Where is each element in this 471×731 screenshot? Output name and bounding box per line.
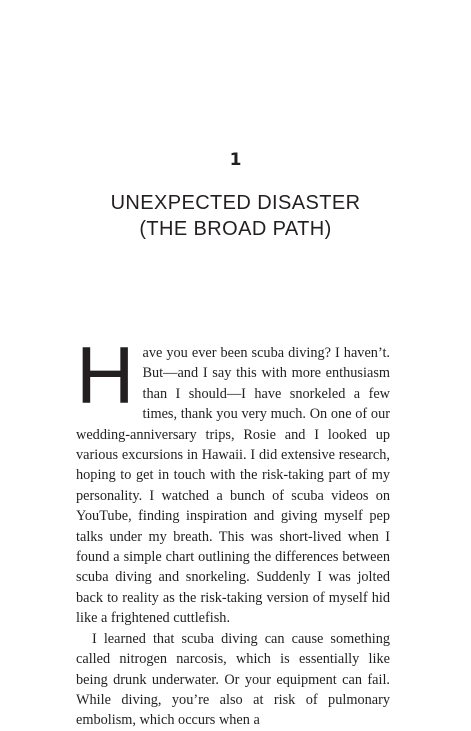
paragraph-2: I learned that scuba diving can cause something called nitrogen narcosis, which is essentially like being drunk underwater. Or your equipment can fail. While diving, you’re also at risk of pulmonary embolism, which occurs when a — [76, 630, 390, 729]
chapter-number: 1 — [229, 150, 242, 170]
chapter-title — [0, 190, 471, 242]
body-text — [76, 331, 390, 731]
drop-cap: H — [76, 331, 135, 421]
paragraph-1 — [76, 331, 390, 629]
chapter-title-line-2: (THE BROAD PATH) — [139, 218, 332, 240]
chapter-title-line-1: UNEXPECTED DISASTER — [110, 192, 361, 214]
paragraph-1-text: ave you ever been scuba diving? I haven’t. But—and I say this with more enthusiasm than I should—I have snorkeled a few times, thank you very much. On one of our wedding-anniversary trips, Rosie and I looked up various excursions in Hawaii. I did extensive research, hoping to get in touch with the risk-taking part of my personality. I watched a bunch of scuba videos on YouTube, finding inspiration and giving myself pep talks under my breath. This was short-lived when I found a simple chart outlining the differences between scuba diving and snorkeling. Suddenly I was jolted back to reality as the risk-taking version of myself hid like a frightened cuttlefish. — [76, 345, 390, 627]
